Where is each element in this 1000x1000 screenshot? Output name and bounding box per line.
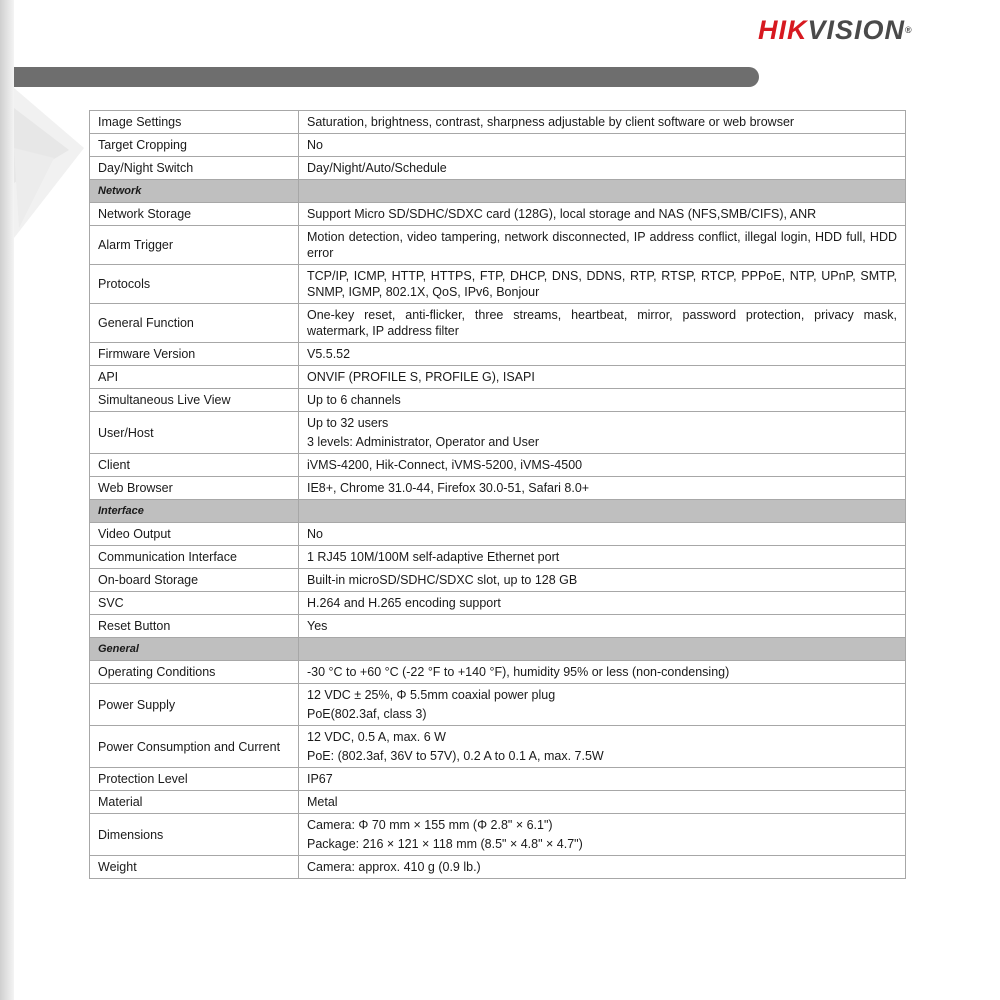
spec-value [299, 304, 906, 343]
spec-value-line: PoE: (802.3af, 36V to 57V), 0.2 A to 0.1 A, max. 7.5W [307, 749, 604, 763]
spec-value [299, 389, 906, 412]
spec-value [299, 226, 906, 265]
spec-value-line: Camera: approx. 410 g (0.9 lb.) [307, 860, 481, 874]
spec-value-line: PoE(802.3af, class 3) [307, 707, 427, 721]
spec-value [299, 343, 906, 366]
spec-value-line: IP67 [307, 772, 333, 786]
spec-value-line: Metal [307, 795, 338, 809]
spec-value [299, 477, 906, 500]
spec-value [299, 412, 906, 454]
spec-label: Network Storage [90, 203, 299, 226]
spec-value-line: No [307, 138, 323, 152]
section-header-label: Network [90, 180, 299, 203]
spec-row [90, 111, 906, 134]
spec-value-line: No [307, 527, 323, 541]
spec-label: General Function [90, 304, 299, 343]
spec-value-line: Support Micro SD/SDHC/SDXC card (128G), local storage and NAS (NFS,SMB/CIFS), ANR [307, 207, 817, 221]
spec-row [90, 454, 906, 477]
spec-label: Reset Button [90, 615, 299, 638]
spec-row [90, 366, 906, 389]
section-header-filler [299, 638, 906, 661]
header-bar [14, 67, 759, 87]
spec-value [299, 134, 906, 157]
spec-label: Simultaneous Live View [90, 389, 299, 412]
spec-value-line: One-key reset, anti-flicker, three streams, heartbeat, mirror, password protection, privacy mask, watermark, IP address filter [307, 308, 897, 338]
spec-label: Power Consumption and Current [90, 726, 299, 768]
spec-value-line: Day/Night/Auto/Schedule [307, 161, 447, 175]
section-header-row [90, 638, 906, 661]
spec-value-line: 12 VDC ± 25%, Φ 5.5mm coaxial power plug [307, 688, 556, 702]
section-header-filler [299, 180, 906, 203]
spec-label: Day/Night Switch [90, 157, 299, 180]
spec-row [90, 157, 906, 180]
spec-value [299, 726, 906, 768]
spec-row [90, 814, 906, 856]
spec-value-line: 1 RJ45 10M/100M self-adaptive Ethernet port [307, 550, 560, 564]
spec-label: SVC [90, 592, 299, 615]
spec-value [299, 684, 906, 726]
spec-label: Material [90, 791, 299, 814]
spec-value-line: Yes [307, 619, 328, 633]
spec-value-line: IE8+, Chrome 31.0-44, Firefox 30.0-51, Safari 8.0+ [307, 481, 590, 495]
spec-label: Web Browser [90, 477, 299, 500]
spec-row [90, 304, 906, 343]
spec-value-line: Package: 216 × 121 × 118 mm (8.5" × 4.8" × 4.7") [307, 837, 583, 851]
spec-label: On-board Storage [90, 569, 299, 592]
spec-value [299, 856, 906, 879]
spec-value [299, 111, 906, 134]
spec-label: Power Supply [90, 684, 299, 726]
spec-row [90, 477, 906, 500]
spec-label: Image Settings [90, 111, 299, 134]
spec-value-line: 12 VDC, 0.5 A, max. 6 W [307, 730, 446, 744]
spec-row [90, 726, 906, 768]
spec-label: Protocols [90, 265, 299, 304]
spec-value-line: H.264 and H.265 encoding support [307, 596, 501, 610]
section-header-label: Interface [90, 500, 299, 523]
spec-value-line: Motion detection, video tampering, network disconnected, IP address conflict, illegal login, HDD full, HDD error [307, 230, 897, 260]
logo-registered-mark: ® [905, 25, 913, 35]
spec-row [90, 661, 906, 684]
spec-label: Weight [90, 856, 299, 879]
hikvision-logo [758, 12, 948, 48]
spec-table [89, 110, 906, 879]
decorative-triangle-graphic [14, 88, 89, 248]
spec-row [90, 684, 906, 726]
spec-row [90, 768, 906, 791]
logo-text-vision: VISION [807, 15, 906, 45]
spec-value-line: Camera: Φ 70 mm × 155 mm (Φ 2.8" × 6.1") [307, 818, 553, 832]
spec-label: Operating Conditions [90, 661, 299, 684]
spec-row [90, 265, 906, 304]
spec-row [90, 791, 906, 814]
section-header-row [90, 500, 906, 523]
spec-value-line: Up to 32 users [307, 416, 389, 430]
spec-label: Protection Level [90, 768, 299, 791]
page-left-edge [0, 0, 14, 1000]
spec-label: Firmware Version [90, 343, 299, 366]
spec-row [90, 412, 906, 454]
spec-row [90, 134, 906, 157]
spec-value [299, 615, 906, 638]
spec-value [299, 203, 906, 226]
spec-value [299, 366, 906, 389]
spec-value-line: TCP/IP, ICMP, HTTP, HTTPS, FTP, DHCP, DNS, DDNS, RTP, RTSP, RTCP, PPPoE, NTP, UPnP, SMTP, SNMP, IGMP, 802.1X, QoS, IPv6, Bonjour [307, 269, 897, 299]
spec-label: Video Output [90, 523, 299, 546]
logo-text-hik: HIK [758, 15, 808, 45]
spec-label: Dimensions [90, 814, 299, 856]
spec-row [90, 226, 906, 265]
spec-row [90, 546, 906, 569]
spec-row [90, 343, 906, 366]
spec-value-line: 3 levels: Administrator, Operator and User [307, 435, 540, 449]
section-header-label: General [90, 638, 299, 661]
spec-value-line: V5.5.52 [307, 347, 351, 361]
spec-label: Communication Interface [90, 546, 299, 569]
section-header-filler [299, 500, 906, 523]
spec-label: Target Cropping [90, 134, 299, 157]
spec-value-line: Built-in microSD/SDHC/SDXC slot, up to 128 GB [307, 573, 578, 587]
spec-row [90, 592, 906, 615]
spec-value [299, 768, 906, 791]
spec-value [299, 661, 906, 684]
spec-value [299, 569, 906, 592]
spec-value-line: iVMS-4200, Hik-Connect, iVMS-5200, iVMS-4500 [307, 458, 583, 472]
spec-label: Alarm Trigger [90, 226, 299, 265]
spec-row [90, 615, 906, 638]
spec-value [299, 592, 906, 615]
spec-value [299, 523, 906, 546]
spec-value [299, 265, 906, 304]
spec-value [299, 454, 906, 477]
spec-value [299, 791, 906, 814]
spec-label: User/Host [90, 412, 299, 454]
spec-label: API [90, 366, 299, 389]
spec-row [90, 203, 906, 226]
spec-value [299, 157, 906, 180]
spec-value-line: Up to 6 channels [307, 393, 401, 407]
spec-value [299, 814, 906, 856]
spec-value [299, 546, 906, 569]
spec-row [90, 569, 906, 592]
spec-row [90, 389, 906, 412]
spec-table-body [90, 111, 906, 879]
spec-row [90, 523, 906, 546]
spec-row [90, 856, 906, 879]
spec-value-line: ONVIF (PROFILE S, PROFILE G), ISAPI [307, 370, 535, 384]
spec-value-line: -30 °C to +60 °C (-22 °F to +140 °F), humidity 95% or less (non-condensing) [307, 665, 730, 679]
spec-label: Client [90, 454, 299, 477]
spec-value-line: Saturation, brightness, contrast, sharpness adjustable by client software or web browser [307, 115, 795, 129]
section-header-row [90, 180, 906, 203]
